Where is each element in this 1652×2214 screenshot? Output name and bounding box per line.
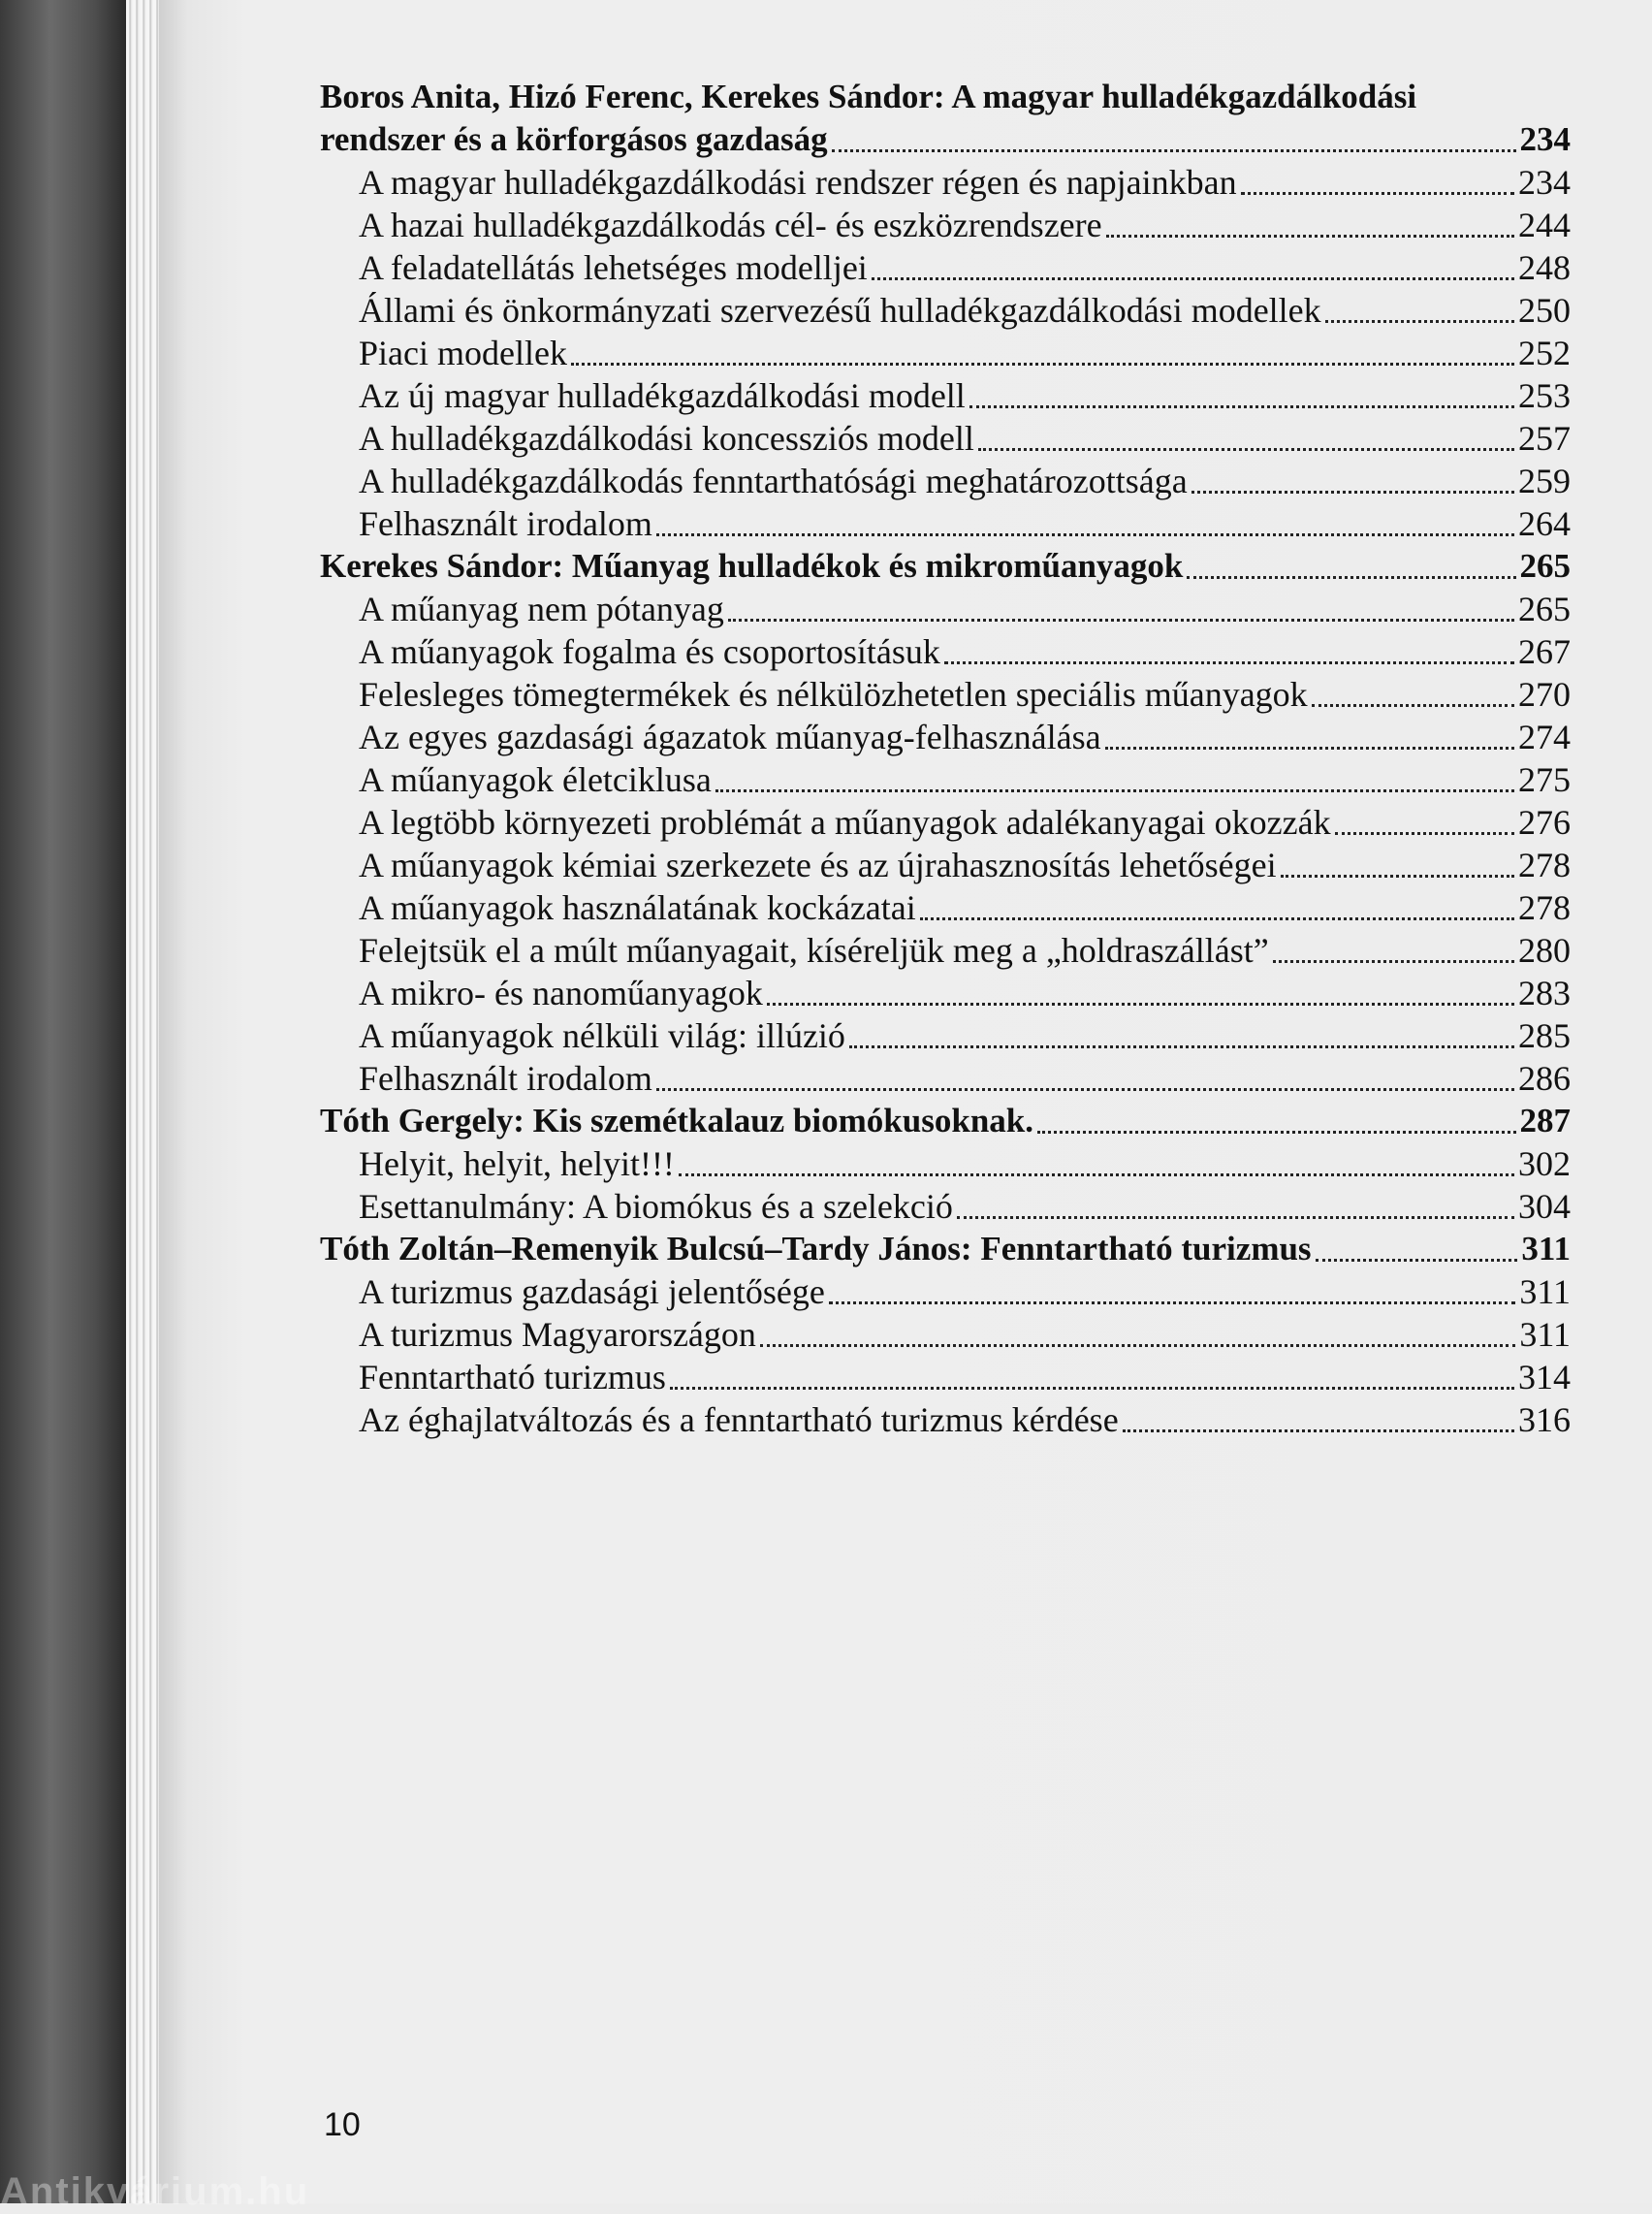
- toc-chapter-1-title-line2: rendszer és a körforgásos gazdaság: [320, 120, 828, 158]
- toc-entry: [320, 673, 1571, 716]
- toc-entry-page: 267: [1518, 632, 1571, 671]
- toc-chapter-4-page: 311: [1521, 1230, 1571, 1267]
- toc-dot-leader: [944, 661, 1514, 664]
- toc-entry: [320, 972, 1571, 1014]
- toc-dot-leader: [767, 1003, 1514, 1006]
- toc-dot-leader: [1241, 192, 1514, 195]
- toc-entry: [320, 758, 1571, 801]
- toc-entry: [320, 502, 1571, 545]
- toc-dot-leader: [1312, 704, 1514, 707]
- toc-dot-leader: [1325, 320, 1514, 323]
- toc-entry-title: Felesleges tömegtermékek és nélkülözhetetlen speciális műanyagok: [359, 675, 1308, 714]
- toc-entry-page: 311: [1519, 1272, 1571, 1311]
- toc-chapter-4: [320, 1228, 1571, 1270]
- toc-dot-leader: [872, 277, 1514, 280]
- toc-dot-leader: [760, 1344, 1515, 1347]
- toc-entry-page: 311: [1519, 1315, 1571, 1354]
- toc-dot-leader: [1105, 747, 1514, 750]
- toc-entry-page: 250: [1518, 291, 1571, 330]
- toc-dot-leader: [1037, 1131, 1515, 1134]
- toc-dot-leader: [656, 533, 1514, 536]
- toc-entry-page: 280: [1518, 931, 1571, 970]
- toc-dot-leader: [829, 1301, 1515, 1304]
- toc-entry-title: A turizmus gazdasági jelentősége: [359, 1272, 825, 1311]
- toc-dot-leader: [1106, 235, 1514, 238]
- toc-entry-title: Felejtsük el a múlt műanyagait, kíséreljük meg a „holdraszállást”: [359, 931, 1269, 970]
- toc-dot-leader: [1123, 1429, 1514, 1432]
- toc-entry: [320, 630, 1571, 673]
- toc-entry-page: 244: [1518, 206, 1571, 244]
- toc-entry-title: A legtöbb környezeti problémát a műanyagok adalékanyagai okozzák: [359, 803, 1331, 842]
- toc-entry-page: 283: [1518, 974, 1571, 1012]
- toc-entry: [320, 204, 1571, 246]
- book-binding: [0, 0, 126, 2203]
- toc-entry-page: 278: [1518, 888, 1571, 927]
- toc-entry-title: A műanyagok használatának kockázatai: [359, 888, 916, 927]
- toc-entry-page: 278: [1518, 846, 1571, 884]
- toc-entry-title: A magyar hulladékgazdálkodási rendszer régen és napjainkban: [359, 163, 1237, 202]
- toc-entry-title: A műanyagok kémiai szerkezete és az újrahasznosítás lehetőségei: [359, 846, 1277, 884]
- toc-entry-title: A műanyagok fogalma és csoportosításuk: [359, 632, 940, 671]
- toc-entry-page: 276: [1518, 803, 1571, 842]
- toc-chapter-2-title: Kerekes Sándor: Műanyag hulladékok és mikroműanyagok: [320, 547, 1184, 585]
- page-edges: [126, 0, 159, 2203]
- toc-chapter-2: [320, 545, 1571, 588]
- page-number: 10: [324, 2106, 361, 2143]
- toc-chapter-1: [320, 76, 1571, 161]
- toc-entry: [320, 1014, 1571, 1057]
- toc-entry-title: A hulladékgazdálkodás fenntarthatósági meghatározottsága: [359, 462, 1188, 500]
- toc-entry-title: A hazai hulladékgazdálkodás cél- és eszközrendszere: [359, 206, 1102, 244]
- toc-chapter-3-title: Tóth Gergely: Kis szemétkalauz biomókusoknak.: [320, 1102, 1034, 1139]
- toc-entry-title: A hulladékgazdálkodási koncessziós modell: [359, 419, 974, 458]
- toc-entry-page: 253: [1518, 376, 1571, 415]
- toc-dot-leader: [715, 789, 1514, 792]
- toc-entry-title: Az éghajlatváltozás és a fenntartható turizmus kérdése: [359, 1400, 1119, 1439]
- toc-chapter-3: [320, 1100, 1571, 1142]
- toc-entry-title: Felhasznált irodalom: [359, 504, 652, 543]
- toc-entry-page: 302: [1518, 1144, 1571, 1183]
- table-of-contents: [320, 76, 1571, 1441]
- toc-entry: [320, 417, 1571, 460]
- toc-entry-title: A műanyagok nélküli világ: illúzió: [359, 1016, 845, 1055]
- toc-entry-title: A műanyagok életciklusa: [359, 760, 712, 799]
- toc-entry: [320, 246, 1571, 289]
- toc-entry: [320, 1057, 1571, 1100]
- toc-entry-title: A műanyag nem pótanyag: [359, 590, 724, 628]
- toc-entry-page: 264: [1518, 504, 1571, 543]
- toc-entry: [320, 289, 1571, 332]
- toc-dot-leader: [849, 1045, 1514, 1048]
- toc-entry: [320, 1270, 1571, 1313]
- toc-entry-page: 252: [1518, 334, 1571, 372]
- toc-entry-title: Fenntartható turizmus: [359, 1358, 666, 1396]
- toc-entry-page: 304: [1518, 1187, 1571, 1226]
- toc-entry-title: Az egyes gazdasági ágazatok műanyag-felhasználása: [359, 718, 1101, 756]
- toc-dot-leader: [656, 1088, 1514, 1091]
- toc-dot-leader: [1335, 832, 1514, 835]
- toc-entry-title: A turizmus Magyarországon: [359, 1315, 756, 1354]
- toc-entry-page: 248: [1518, 248, 1571, 287]
- toc-dot-leader: [679, 1173, 1514, 1176]
- toc-entry-page: 274: [1518, 718, 1571, 756]
- toc-dot-leader: [957, 1216, 1514, 1219]
- toc-entry: [320, 374, 1571, 417]
- toc-entry-page: 275: [1518, 760, 1571, 799]
- toc-entry-title: A feladatellátás lehetséges modelljei: [359, 248, 868, 287]
- toc-entry-page: 286: [1518, 1059, 1571, 1098]
- toc-entry: [320, 161, 1571, 204]
- toc-entry: [320, 332, 1571, 374]
- toc-entry: [320, 844, 1571, 886]
- toc-entry-page: 314: [1518, 1358, 1571, 1396]
- toc-entry: [320, 929, 1571, 972]
- toc-entry: [320, 1142, 1571, 1185]
- toc-entry: [320, 886, 1571, 929]
- watermark: Antikvárium.hu: [0, 2170, 310, 2213]
- toc-entry-title: A mikro- és nanoműanyagok: [359, 974, 763, 1012]
- toc-entry-title: Állami és önkormányzati szervezésű hulladékgazdálkodási modellek: [359, 291, 1321, 330]
- toc-dot-leader: [1316, 1259, 1518, 1262]
- toc-dot-leader: [728, 619, 1514, 622]
- toc-entry: [320, 801, 1571, 844]
- toc-dot-leader: [1187, 576, 1515, 579]
- toc-dot-leader: [670, 1387, 1514, 1390]
- toc-entry: [320, 1313, 1571, 1356]
- toc-entry-page: 257: [1518, 419, 1571, 458]
- toc-dot-leader: [1191, 491, 1514, 494]
- toc-entry-title: Piaci modellek: [359, 334, 567, 372]
- toc-dot-leader: [571, 363, 1514, 366]
- toc-entry-title: Az új magyar hulladékgazdálkodási modell: [359, 376, 966, 415]
- toc-dot-leader: [978, 448, 1514, 451]
- toc-entry: [320, 1398, 1571, 1441]
- toc-chapter-3-page: 287: [1519, 1102, 1571, 1139]
- toc-dot-leader: [920, 917, 1514, 920]
- toc-entry: [320, 460, 1571, 502]
- toc-entry: [320, 1185, 1571, 1228]
- toc-chapter-1-page: 234: [1519, 120, 1571, 158]
- toc-entry-page: 265: [1518, 590, 1571, 628]
- toc-entry: [320, 716, 1571, 758]
- toc-entry: [320, 1356, 1571, 1398]
- toc-dot-leader: [832, 149, 1516, 152]
- toc-entry-title: Esettanulmány: A biomókus és a szelekció: [359, 1187, 953, 1226]
- toc-entry-page: 285: [1518, 1016, 1571, 1055]
- toc-entry-title: Helyit, helyit, helyit!!!: [359, 1144, 675, 1183]
- toc-entry: [320, 588, 1571, 630]
- toc-entry-page: 259: [1518, 462, 1571, 500]
- toc-entry-page: 270: [1518, 675, 1571, 714]
- toc-chapter-1-title-line1: Boros Anita, Hizó Ferenc, Kerekes Sándor: A magyar hulladékgazdálkodási: [320, 78, 1417, 115]
- toc-entry-title: Felhasznált irodalom: [359, 1059, 652, 1098]
- toc-entry-page: 234: [1518, 163, 1571, 202]
- toc-entry-page: 316: [1518, 1400, 1571, 1439]
- toc-dot-leader: [1273, 960, 1514, 963]
- toc-chapter-2-page: 265: [1519, 547, 1571, 585]
- toc-dot-leader: [1281, 875, 1514, 878]
- toc-chapter-4-title: Tóth Zoltán–Remenyik Bulcsú–Tardy János: Fenntartható turizmus: [320, 1230, 1312, 1267]
- toc-dot-leader: [969, 405, 1514, 408]
